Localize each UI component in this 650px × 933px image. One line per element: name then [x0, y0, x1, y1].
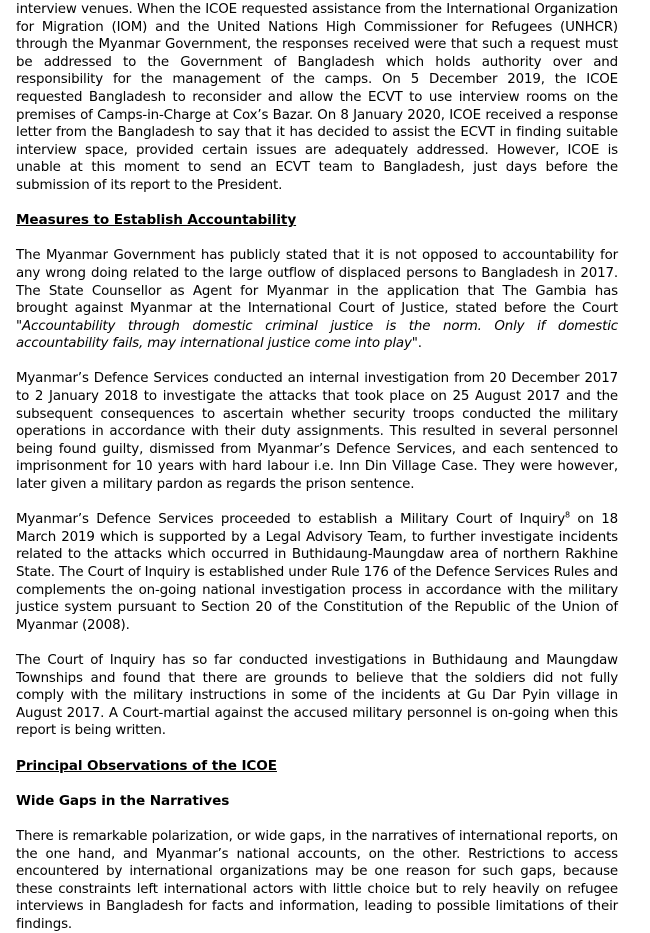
heading-wide-gaps: Wide Gaps in the Narratives	[16, 792, 230, 809]
heading-principal-observations: Principal Observations of the ICOE	[16, 757, 277, 774]
paragraph-polarization: There is remarkable polarization, or wide gaps, in the narratives of international reports, on the one hand, and Myanmar’s national accounts, on the other. Restrictions to access encountered by international organizations may be one reason for such gaps, because these constraints left international actors with little choice but to rely heavily on refugee interviews in Bangladesh for facts and information, leading to possible limitations of their findings.	[16, 828, 618, 932]
paragraph-internal-investigation: Myanmar’s Defence Services conducted an internal investigation from 20 December 2017 to 2 January 2018 to investigate the attacks that took place on 25 August 2017 and the subsequent consequences to ascertain whether security troops conducted the military operations in accordance with their duty assignments. This resulted in several personnel being found guilty, dismissed from Myanmar’s Defence Services, and each sentenced to imprisonment for 10 years with hard labour i.e. Inn Din Village Case. They were however, later given a military pardon as regards the prison sentence.	[16, 371, 618, 493]
footnote-marker[interactable]: 8	[565, 510, 570, 520]
document-page	[16, 0, 618, 933]
quote-accountability: Accountability through domestic criminal justice is the norm. Only if domestic accountability fails, may international justice come into play	[16, 318, 618, 352]
paragraph-government-statement-end: ".	[411, 336, 422, 352]
paragraph-court-of-inquiry	[16, 511, 618, 634]
paragraph-court-of-inquiry-start: Myanmar’s Defence Services proceeded to establish a Military Court of Inquiry	[16, 512, 566, 528]
heading-measures-accountability: Measures to Establish Accountability	[16, 212, 297, 229]
paragraph-interview-venues: interview venues. When the ICOE requested assistance from the International Organization for Migration (IOM) and the United Nations High Commissioner for Refugees (UNHCR) through the Myanmar Government, the responses received were that such a request must be addressed to the Government of Bangladesh which holds authority over and responsibility for the management of the camps. On 5 December 2019, the ICOE requested Bangladesh to reconsider and allow the ECVT to use interview rooms on the premises of Camps-in-Charge at Cox’s Bazar. On 8 January 2020, ICOE received a response letter from the Bangladesh to say that it has decided to assist the ECVT in finding suitable interview space, provided certain issues are adequately addressed. However, ICOE is unable at this moment to send an ECVT team to Bangladesh, just days before the submission of its report to the President.	[16, 2, 618, 193]
paragraph-court-findings: The Court of Inquiry has so far conducted investigations in Buthidaung and Maungdaw Townships and found that there are grounds to believe that the soldiers did not fully comply with the military instructions in some of the incidents at Gu Dar Pyin village in August 2017. A Court-martial against the accused military personnel is on-going when this report is being written.	[16, 652, 618, 739]
paragraph-court-of-inquiry-rest: on 18 March 2019 which is supported by a Legal Advisory Team, to further investigate incidents related to the attacks which occurred in Buthidaung-Maungdaw area of northern Rakhine State. The Court of Inquiry is established under Rule 176 of the Defence Services Rules and complements the on-going national investigation process in accordance with the military justice system pursuant to Section 20 of the Constitution of the Republic of the Union of Myanmar (2008).	[16, 512, 618, 633]
paragraph-government-statement-text: The Myanmar Government has publicly stated that it is not opposed to accountability for any wrong doing related to the large outflow of displaced persons to Bangladesh in 2017. The State Counsellor as Agent for Myanmar in the application that The Gambia has brought against Myanmar at the International Court of Justice, stated before the Court "	[16, 248, 618, 334]
paragraph-government-statement	[16, 247, 618, 353]
